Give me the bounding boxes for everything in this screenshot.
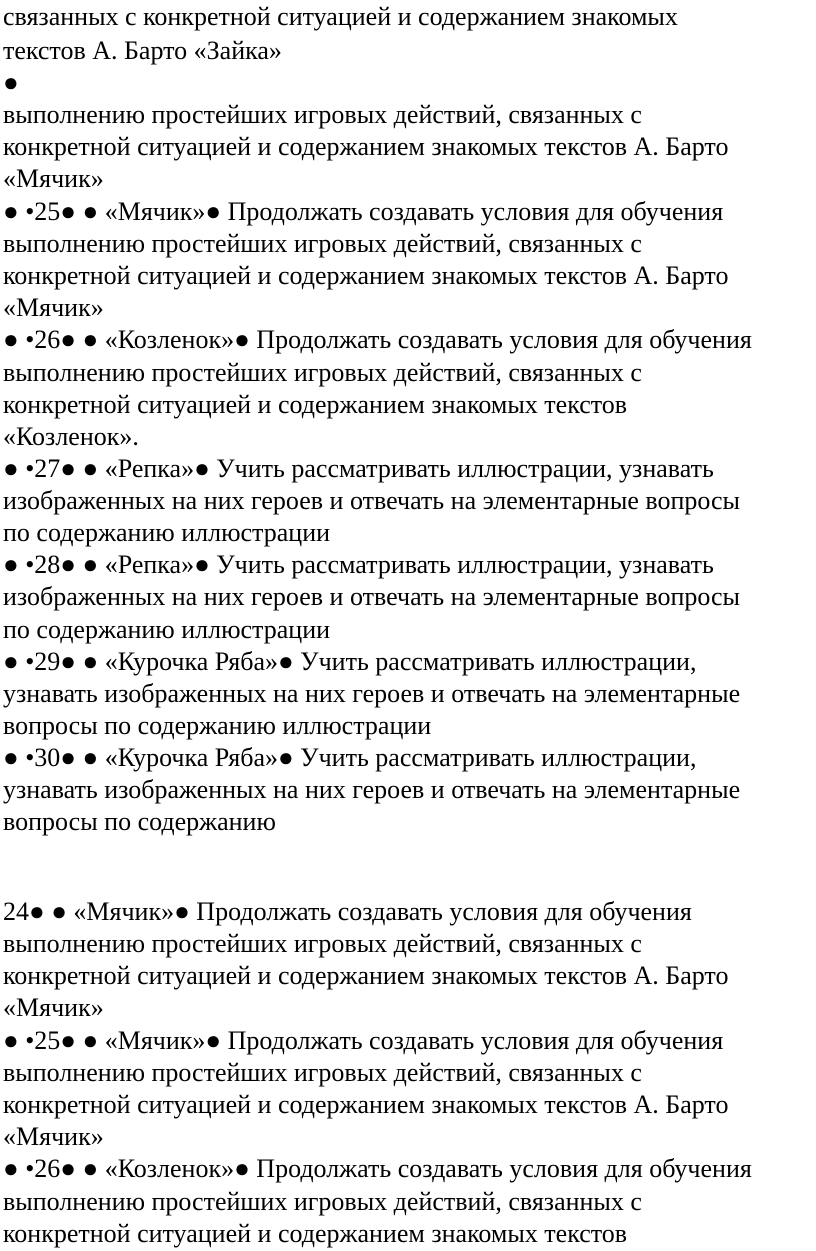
text-line: выполнению простейших игровых действий, связанных с — [3, 929, 642, 958]
text-line: по содержанию иллюстрации — [3, 518, 331, 547]
text-line: ● •25● ● «Мячик»● Продолжать создавать условия для обучения — [3, 197, 724, 226]
text-line: «Мячик» — [3, 1122, 104, 1151]
text-line: ● •30● ● «Курочка Ряба»● Учить рассматривать иллюстрации, — [3, 743, 697, 772]
text-line: выполнению простейших игровых действий, связанных с — [3, 358, 642, 387]
text-line: вопросы по содержанию иллюстрации — [3, 711, 432, 740]
text-line: «Мячик» — [3, 993, 104, 1022]
text-line: конкретной ситуацией и содержанием знакомых текстов — [3, 1219, 628, 1248]
text-line: конкретной ситуацией и содержанием знакомых текстов А. Барто — [3, 1090, 729, 1119]
text-line: узнавать изображенных на них героев и отвечать на элементарные — [3, 775, 741, 804]
text-line: ● — [3, 68, 19, 97]
text-line: ● •29● ● «Курочка Ряба»● Учить рассматривать иллюстрации, — [3, 647, 697, 676]
text-line: «Мячик» — [3, 293, 104, 322]
text-line: 24● ● «Мячик»● Продолжать создавать условия для обучения — [3, 897, 692, 926]
text-line: текстов А. Барто «Зайка» — [3, 36, 282, 65]
text-line: ● •27● ● «Репка»● Учить рассматривать иллюстрации, узнавать — [3, 454, 714, 483]
text-line: изображенных на них героев и отвечать на элементарные вопросы — [3, 582, 741, 611]
text-line: ● •28● ● «Репка»● Учить рассматривать иллюстрации, узнавать — [3, 550, 714, 579]
text-line: конкретной ситуацией и содержанием знакомых текстов А. Барто — [3, 261, 729, 290]
text-line: выполнению простейших игровых действий, связанных с — [3, 1058, 642, 1087]
text-line: конкретной ситуацией и содержанием знакомых текстов — [3, 390, 628, 419]
text-line: выполнению простейших игровых действий, связанных с — [3, 1187, 642, 1216]
text-line: выполнению простейших игровых действий, связанных с — [3, 100, 642, 129]
text-line: вопросы по содержанию — [3, 807, 276, 836]
text-line: изображенных на них героев и отвечать на элементарные вопросы — [3, 486, 741, 515]
text-line: конкретной ситуацией и содержанием знакомых текстов А. Барто — [3, 132, 729, 161]
text-line: ● •26● ● «Козленок»● Продолжать создавать условия для обучения — [3, 325, 752, 354]
text-line: «Мячик» — [3, 164, 104, 193]
text-line: связанных с конкретной ситуацией и содержанием знакомых — [3, 2, 678, 31]
text-line: выполнению простейших игровых действий, связанных с — [3, 229, 642, 258]
text-line: узнавать изображенных на них героев и отвечать на элементарные — [3, 679, 741, 708]
text-line: «Козленок». — [3, 422, 139, 451]
text-line: конкретной ситуацией и содержанием знакомых текстов А. Барто — [3, 961, 729, 990]
text-line: по содержанию иллюстрации — [3, 615, 331, 644]
text-line: ● •25● ● «Мячик»● Продолжать создавать условия для обучения — [3, 1026, 724, 1055]
text-line: ● •26● ● «Козленок»● Продолжать создавать условия для обучения — [3, 1154, 752, 1183]
